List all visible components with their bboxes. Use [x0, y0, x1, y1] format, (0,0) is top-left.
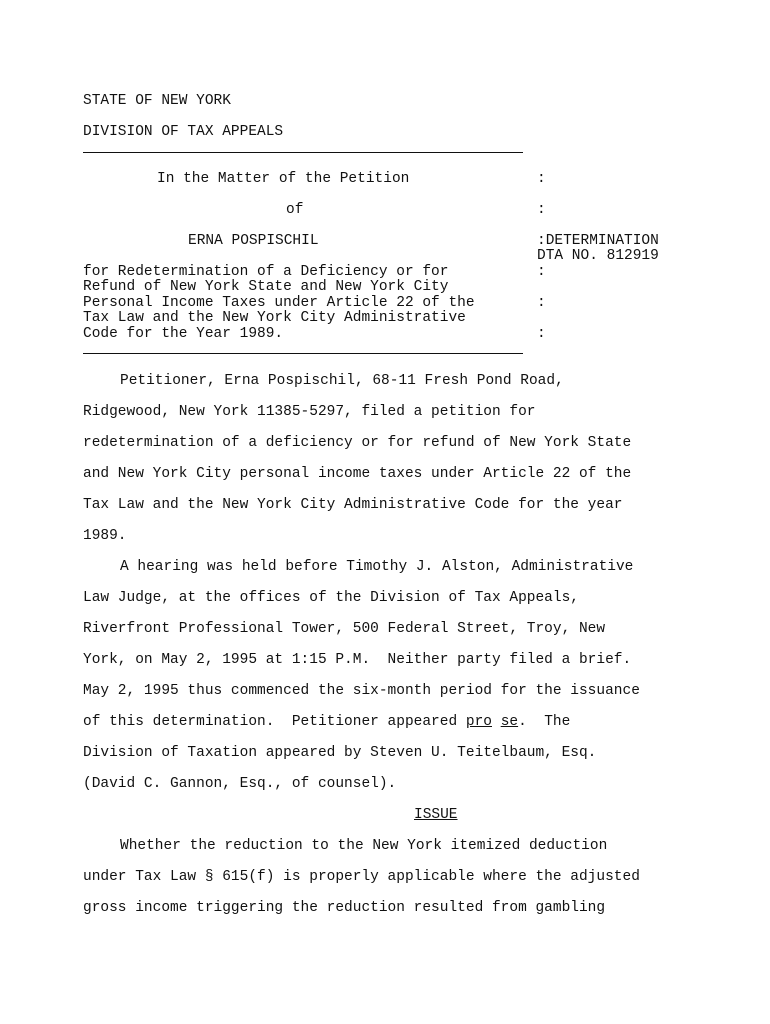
body-line: Law Judge, at the offices of the Division of Tax Appeals, — [83, 590, 579, 606]
issue-heading: ISSUE — [414, 807, 458, 823]
body-line: under Tax Law § 615(f) is properly applicable where the adjusted — [83, 869, 640, 885]
division-heading: DIVISION OF TAX APPEALS — [83, 124, 284, 140]
pro-se-term: se — [500, 714, 519, 730]
caption-purpose-line: Code for the Year 1989. — [83, 326, 284, 342]
body-line — [83, 714, 570, 730]
pro-se-term: pro — [465, 714, 492, 730]
caption-purpose-line: Refund of New York State and New York City — [83, 279, 449, 295]
body-line: 1989. — [83, 528, 127, 544]
body-text: . The — [518, 714, 571, 730]
caption-colon: : — [537, 264, 546, 280]
body-line: May 2, 1995 thus commenced the six-month period for the issuance — [83, 683, 640, 699]
caption-of: of — [286, 202, 304, 218]
caption-bottom-rule — [83, 353, 523, 354]
body-line: Whether the reduction to the New York itemized deduction — [120, 838, 608, 854]
body-line: and New York City personal income taxes under Article 22 of the — [83, 466, 632, 482]
petitioner-name: ERNA POSPISCHIL — [188, 233, 319, 249]
caption-colon: : — [537, 202, 546, 218]
body-line: York, on May 2, 1995 at 1:15 P.M. Neither party filed a brief. — [83, 652, 632, 668]
caption-colon: : — [537, 171, 546, 187]
body-line: Ridgewood, New York 11385-5297, filed a petition for — [83, 404, 536, 420]
determination-label: :DETERMINATION — [537, 233, 659, 249]
caption-purpose-line: Personal Income Taxes under Article 22 of the — [83, 295, 475, 311]
caption-purpose-line: Tax Law and the New York City Administrative — [83, 310, 466, 326]
caption-purpose-line: for Redetermination of a Deficiency or for — [83, 264, 449, 280]
body-line: Riverfront Professional Tower, 500 Federal Street, Troy, New — [83, 621, 606, 637]
body-line: Petitioner, Erna Pospischil, 68-11 Fresh Pond Road, — [120, 373, 564, 389]
body-line: (David C. Gannon, Esq., of counsel). — [83, 776, 397, 792]
body-line: redetermination of a deficiency or for refund of New York State — [83, 435, 632, 451]
body-line: Division of Taxation appeared by Steven U. Teitelbaum, Esq. — [83, 745, 597, 761]
dta-number: DTA NO. 812919 — [537, 248, 659, 264]
body-line: gross income triggering the reduction resulted from gambling — [83, 900, 606, 916]
caption-colon: : — [537, 326, 546, 342]
caption-top-rule — [83, 152, 523, 153]
body-line: Tax Law and the New York City Administrative Code for the year — [83, 497, 623, 513]
body-text — [492, 714, 501, 730]
caption-colon: : — [537, 295, 546, 311]
caption-matter: In the Matter of the Petition — [157, 171, 410, 187]
body-line: A hearing was held before Timothy J. Alston, Administrative — [120, 559, 634, 575]
body-text: of this determination. Petitioner appeared — [83, 714, 466, 730]
state-heading: STATE OF NEW YORK — [83, 93, 231, 109]
